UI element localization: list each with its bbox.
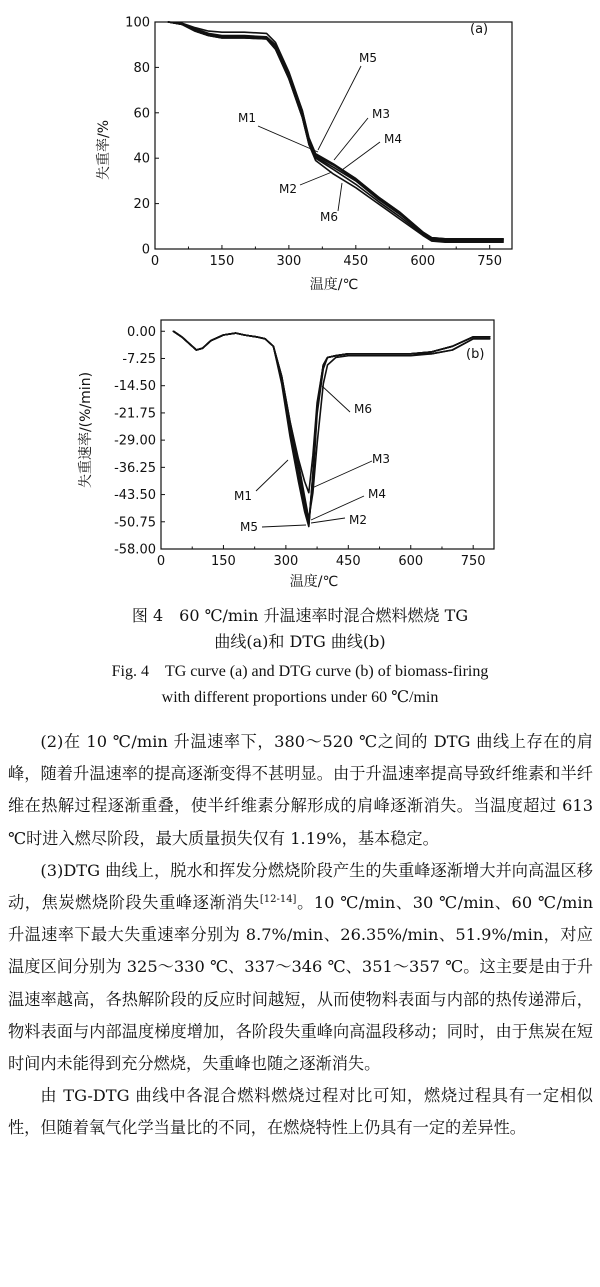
dtg-x-axis-label: 温度/℃ [289, 574, 339, 590]
dtg-chart [0, 300, 600, 600]
curve-m5 [168, 22, 503, 239]
leader-m2 [311, 518, 345, 523]
curve-label-m2: M2 [279, 182, 297, 196]
leader-m5 [262, 525, 306, 527]
y-tick-label: -21.75 [114, 406, 156, 422]
x-tick-label: 0 [150, 254, 160, 269]
curve-m3 [174, 331, 490, 492]
y-tick-label: 60 [133, 106, 150, 122]
curve-label-m1: M1 [238, 111, 256, 125]
y-tick-label: 100 [125, 15, 150, 31]
dtg-plot-frame [161, 320, 494, 549]
paragraph-heating-rate-shoulder: (2)在 10 ℃/min 升温速率下，380～520 ℃之间的 DTG 曲线上存在的肩峰，随着升温速率的提高逐渐变得不甚明显。由于升温速率提高导致纤维素和半纤维在热解过程逐渐重叠，使半纤维素分解形成的肩峰逐渐消失。当温度超过 613 ℃时进入燃尽阶段，最大质量损失仅有 1.19%，基本稳定。 [8, 732, 593, 848]
curve-label-m1: M1 [234, 489, 252, 503]
curve-label-m5: M5 [240, 520, 258, 534]
tg-ticks [125, 16, 502, 270]
x-tick-label: 450 [343, 254, 369, 269]
curve-m1 [168, 22, 503, 240]
y-tick-label: -36.25 [114, 460, 156, 476]
curve-m3 [168, 22, 503, 239]
leader-m2 [300, 172, 332, 185]
curve-label-m3: M3 [372, 107, 390, 121]
body-text [8, 726, 593, 1145]
y-tick-label: 0.00 [127, 324, 156, 340]
curve-label-m3: M3 [372, 452, 390, 466]
y-tick-label: -7.25 [122, 351, 156, 367]
curve-m6 [174, 331, 490, 519]
leader-m6 [338, 183, 342, 211]
curve-label-m4: M4 [384, 132, 402, 146]
tg-y-axis-label: 失重率/% [96, 119, 112, 181]
x-tick-label: 600 [410, 254, 436, 269]
x-tick-label: 300 [276, 254, 302, 269]
citation-ref[interactable]: [12-14] [259, 894, 297, 906]
y-tick-label: -50.75 [114, 515, 156, 531]
leader-m5 [318, 66, 361, 150]
tg-x-axis-label: 温度/℃ [309, 277, 359, 293]
y-tick-label: -58.00 [114, 542, 156, 558]
x-tick-label: 750 [460, 554, 486, 569]
x-tick-label: 300 [273, 554, 299, 569]
y-tick-label: 40 [133, 151, 150, 167]
curve-label-m2: M2 [349, 513, 367, 527]
curve-label-m6: M6 [320, 210, 338, 224]
curve-label-m4: M4 [368, 487, 386, 501]
x-tick-label: 0 [156, 554, 166, 569]
paragraph-dtg-peaks-part2: 。10 ℃/min、30 ℃/min、60 ℃/min 升温速率下最大失重速率分别为 8.7%/min、26.35%/min、51.9%/min，对应温度区间分别为 325～330 ℃、337～346 ℃、351～357 ℃。这主要是由于升温速率越高，各热解阶段的反应时间越短，从而使物料表面与内部的热传递滞后，物料表面与内部温度梯度增加，各阶段失重峰向高温段移动；同时，由于焦炭在短时间内未能得到充分燃烧，失重峰也随之逐渐消失。 [8, 893, 594, 1074]
figure-caption-en-line1: Fig. 4 TG curve (a) and DTG curve (b) of biomass-firing [111, 663, 489, 680]
dtg-panel-label: (b) [466, 347, 485, 362]
curve-m4 [168, 22, 503, 240]
figure-caption-cn-line1: 图 4 60 ℃/min 升温速率时混合燃料燃烧 TG [131, 606, 469, 625]
x-tick-label: 150 [211, 554, 236, 569]
curve-label-m6: M6 [354, 402, 372, 416]
leader-m4 [342, 142, 380, 170]
y-tick-label: -43.50 [114, 488, 156, 504]
tg-chart [0, 0, 600, 300]
dtg-ticks [114, 325, 486, 569]
paragraph-dtg-peaks [8, 855, 593, 1080]
x-tick-label: 150 [209, 254, 235, 269]
paragraph-conclusion: 由 TG-DTG 曲线中各混合燃料燃烧过程对比可知，燃烧过程具有一定相似性，但随着氧气化学当量比的不同，在燃烧特性上仍具有一定的差异性。 [8, 1086, 593, 1138]
y-tick-label: -14.50 [114, 379, 156, 395]
dtg-curves [174, 331, 490, 526]
leader-m6 [322, 386, 350, 412]
y-tick-label: 20 [133, 197, 150, 213]
y-tick-label: 0 [141, 242, 150, 258]
leader-m3 [334, 118, 368, 160]
curve-m4 [174, 331, 490, 522]
leader-m3 [312, 461, 372, 488]
curve-label-m5: M5 [359, 51, 377, 65]
tg-panel-label: (a) [470, 22, 489, 37]
dtg-plot-border [161, 320, 494, 549]
x-tick-label: 600 [398, 554, 424, 569]
x-tick-label: 750 [477, 254, 503, 269]
y-tick-label: 80 [133, 60, 150, 76]
figure-caption-cn-line2: 曲线(a)和 DTG 曲线(b) [214, 632, 386, 651]
figure-caption-en-line2: with different proportions under 60 ℃/min [161, 689, 439, 706]
leader-m1 [256, 460, 288, 491]
y-tick-label: -29.00 [114, 433, 156, 449]
x-tick-label: 450 [335, 554, 361, 569]
paragraph-dtg-peaks-part1: (3)DTG 曲线上，脱水和挥发分燃烧阶段产生的失重峰逐渐增大并向高温区移动，焦炭燃烧阶段失重峰逐渐消失 [8, 860, 593, 913]
curve-m2 [168, 22, 503, 241]
dtg-y-axis-label: 失重速率/(%/min) [78, 371, 94, 489]
